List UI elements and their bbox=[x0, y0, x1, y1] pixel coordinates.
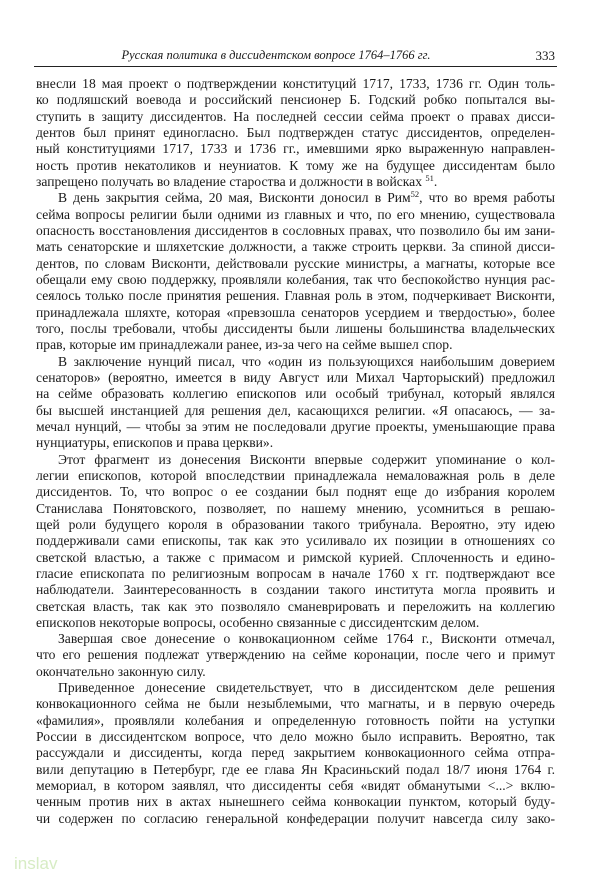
line-text: запрещено получать во владение староства и должности в войсках bbox=[36, 173, 426, 189]
line-text: конвокационного сейма не были незыблемыми, что магнаты, и в первую очередь bbox=[36, 696, 555, 712]
line-text: Станислава Понятовского, позволяет, по нашему мнению, усомниться в решаю- bbox=[36, 500, 555, 516]
line-text: Приведенное донесение свидетельствует, что в диссидентском деле решения bbox=[58, 680, 555, 696]
line-text: дентов был принят единогласно. Был подтвержден статус диссидентов, определен- bbox=[36, 124, 555, 140]
text-line bbox=[36, 582, 555, 598]
text-line bbox=[36, 288, 555, 304]
line-text: светской властью, а также с примасом и римской курией. Сплоченность и едино- bbox=[36, 549, 555, 565]
line-text: сейма вопросы религии были одними из главных и что, по его мнению, существовала bbox=[36, 206, 555, 222]
line-text: «фамилия», проявляли колебания и определенную готовность пойти на уступки bbox=[36, 712, 555, 728]
line-text: . bbox=[433, 173, 438, 189]
line-text: чи содержен по согласию генеральной конфедерации получит навсегда силу зако- bbox=[36, 810, 555, 826]
body-text bbox=[36, 76, 555, 827]
line-text: ный конституциями 1717, 1733 и 1736 гг., имевшими ярко выраженную направлен- bbox=[36, 141, 555, 157]
text-line bbox=[36, 354, 555, 370]
text-line bbox=[36, 550, 555, 566]
text-line bbox=[36, 680, 555, 696]
line-text: России в диссидентском вопросе, что дело можно было исправить. Вероятно, так bbox=[36, 729, 555, 745]
line-text: щей роли будущего короля в образовании такого трибунала. Вероятно, эту идею bbox=[36, 516, 555, 532]
text-line bbox=[36, 517, 555, 533]
line-text: дентов, по словам Висконти, действовали русские министры, а магнаты, которые все bbox=[36, 255, 555, 271]
text-line bbox=[36, 435, 555, 451]
text-line bbox=[36, 696, 555, 712]
text-line bbox=[36, 109, 555, 125]
text-line bbox=[36, 713, 555, 729]
line-text: что его решения подлежат утверждению на сейме коронации, после чего и примут bbox=[36, 647, 555, 663]
text-line bbox=[36, 599, 555, 615]
line-text: ко подляшский воевода и российский пенсионер Б. Годский робко попытался вы- bbox=[36, 92, 555, 108]
line-text: рассуждали и диссиденты, когда перед закрытием конвокационного сейма отпра- bbox=[36, 745, 555, 761]
line-text: принадлежала шляхте, которая «превзошла сенаторов усердием и твердостью», более bbox=[36, 304, 555, 320]
line-text: мемориал, в котором заявлял, что диссиденты себя «видят обманутыми <...> вклю- bbox=[36, 778, 555, 794]
line-text: прав, которые им принадлежали ранее, из-за чего на сейме вышел спор. bbox=[36, 337, 453, 353]
text-line bbox=[36, 729, 555, 745]
text-line bbox=[36, 158, 555, 174]
page-number: 333 bbox=[535, 48, 555, 63]
header-rule bbox=[34, 66, 557, 67]
text-line bbox=[36, 92, 555, 108]
text-line bbox=[36, 778, 555, 794]
line-text: вили депутацию в Петербург, где ее глава Ян Красиньский подал 18/7 июня 1764 г. bbox=[36, 761, 555, 777]
line-text: светская власть, так как это позволяло сманеврировать и переложить на коллегию bbox=[36, 598, 555, 614]
text-line bbox=[36, 370, 555, 386]
text-line bbox=[36, 403, 555, 419]
line-text: Завершая свое донесение о конвокационном сейме 1764 г., Висконти отмечал, bbox=[58, 631, 555, 647]
text-line bbox=[36, 337, 555, 353]
line-text: , что во время работы bbox=[419, 190, 555, 206]
text-line bbox=[36, 484, 555, 500]
text-line bbox=[36, 631, 555, 647]
line-text: наблюдатели. Заинтересованность в создании такого института могла проявить и bbox=[36, 582, 555, 598]
text-line bbox=[36, 452, 555, 468]
text-line bbox=[36, 811, 555, 827]
line-text: обещали ему свою поддержку, проявляли колебания, так что беспокойство нунция рас- bbox=[36, 271, 555, 287]
text-line bbox=[36, 664, 555, 680]
text-line bbox=[36, 207, 555, 223]
text-line bbox=[36, 321, 555, 337]
line-text: окончательно законную силу. bbox=[36, 663, 206, 679]
text-line bbox=[36, 566, 555, 582]
line-text: ность против некатоликов и неуниатов. К тому же на будущее диссидентам было bbox=[36, 157, 555, 173]
footnote-ref: 52 bbox=[410, 189, 420, 200]
text-line bbox=[36, 647, 555, 663]
line-text: внесли 18 мая проект о подтверждении конституций 1717, 1733, 1736 гг. Один толь- bbox=[36, 76, 555, 91]
text-line bbox=[36, 141, 555, 157]
text-line bbox=[36, 762, 555, 778]
line-text: на сейме образовать коллегию епископов или особый трибунал, который являлся bbox=[36, 386, 555, 402]
line-text: бы высшей инстанцией для решения дел, касающихся религии. «Я опасаюсь, — за- bbox=[36, 402, 555, 418]
text-line bbox=[36, 190, 555, 206]
text-line bbox=[36, 794, 555, 810]
line-text: опасность восстановления диссидентов в сословных правах, что позволило бы им зани- bbox=[36, 222, 555, 238]
watermark: inslav bbox=[14, 854, 58, 873]
line-text: нунциатуры, епископов и права церкви». bbox=[36, 435, 274, 451]
text-line bbox=[36, 223, 555, 239]
line-text: мать сенаторские и шляхетские должности, а также строить церкви. За спиной дисси- bbox=[36, 239, 555, 255]
line-text: ченным против них в актах нынешнего сейма конвокации пунктом, который буду- bbox=[36, 794, 555, 810]
running-title: Русская политика в диссидентском вопросе 1764–1766 гг. bbox=[121, 48, 431, 62]
text-line bbox=[36, 174, 555, 190]
text-line bbox=[36, 305, 555, 321]
line-text: легии епископов, которой впоследствии принадлежала немаловажная роль в деле bbox=[36, 467, 555, 483]
text-line bbox=[36, 239, 555, 255]
line-text: сеялось только после принятия решения. Главная роль в этом, подчеркивает Висконти, bbox=[36, 288, 555, 304]
text-line bbox=[36, 468, 555, 484]
line-text: гласие епископата по религиозным вопросам в начале 1760 х гг. подтверждают все bbox=[36, 565, 555, 581]
text-line bbox=[36, 256, 555, 272]
text-line bbox=[36, 125, 555, 141]
line-text: того, послы требовали, чтобы диссиденты были лишены большинства владельческих bbox=[36, 320, 555, 336]
text-line bbox=[36, 745, 555, 761]
line-text: епископов некоторые вопросы, особенно связанные с диссидентским делом. bbox=[36, 614, 480, 630]
text-line bbox=[36, 76, 555, 92]
line-text: сенаторов» (вероятно, имеется в виду Август или Михал Чарторыский) предложил bbox=[36, 369, 555, 385]
running-header bbox=[36, 46, 555, 66]
text-line bbox=[36, 533, 555, 549]
line-text: Этот фрагмент из донесения Висконти впервые содержит упоминание о кол- bbox=[58, 451, 555, 467]
line-text: ступить в защиту диссидентов. На последней сессии сейма проект о правах дисси- bbox=[36, 108, 555, 124]
text-line bbox=[36, 386, 555, 402]
text-line bbox=[36, 501, 555, 517]
text-line bbox=[36, 272, 555, 288]
footnote-ref: 51 bbox=[425, 172, 434, 183]
line-text: диссидентов. То, что вопрос о ее создании был поднят еще до избрания королем bbox=[36, 484, 555, 500]
text-line bbox=[36, 419, 555, 435]
line-text: поддерживали сами епископы, так как это усиливало их позиции в отношениях со bbox=[36, 533, 555, 549]
text-line bbox=[36, 615, 555, 631]
line-text: мечал нунций, — чтобы за этим не последовали другие проекты, уменьшающие права bbox=[36, 418, 555, 434]
line-text: В заключение нунций писал, что «один из пользующихся наибольшим доверием bbox=[58, 353, 555, 369]
line-text: В день закрытия сейма, 20 мая, Висконти доносил в Рим bbox=[58, 190, 411, 206]
